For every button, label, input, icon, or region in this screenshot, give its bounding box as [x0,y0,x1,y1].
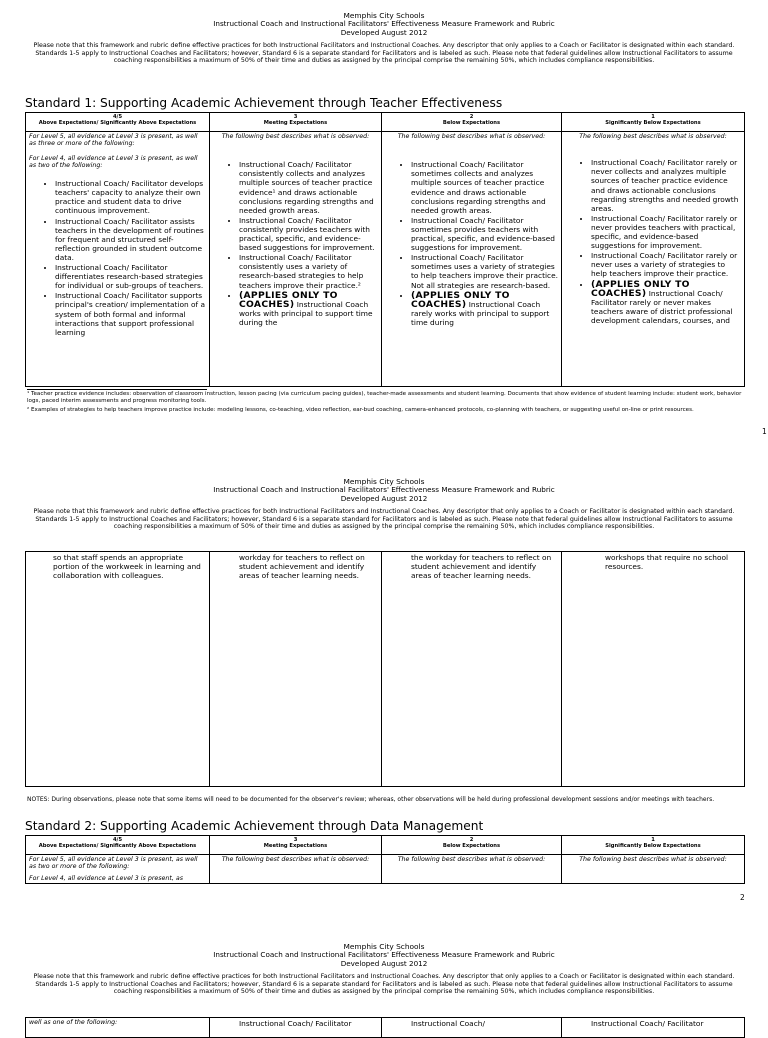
standard-2-rubric-continued [25,1017,745,1038]
footnote-rule [27,389,207,390]
level-1-cell-continued: Instructional Coach/ Facilitator [562,1018,745,1038]
level-4-5-cell-continued: so that staff spends an appropriate portion of the workweek in learning and collaboration with colleagues. [26,552,210,787]
col-header-below: 2 Below Expectations [382,836,562,855]
standard-1-rubric-continued [25,551,745,787]
intro-note: Please note that this framework and rubric define effective practices for both Instructional Facilitators and Instructional Coaches. Any descriptor that only applies to a Coach or Facilitator is designated within each standard. Standards 1-5 apply to Instructional Coaches and Facilitators; however, Standard 6 is a separate standard for Facilitators and is labeled as such. Please note that federal guidelines allow Instructional Facilitators to assume coaching responsibilities a maximum of 50% of their time and duties as assigned by the principal comprise the remaining 50%, which includes compliance responsibilities. [33,507,735,531]
rubric-header-row [26,113,745,132]
col-header-meeting: 3 Meeting Expectations [210,113,382,132]
list-item: • Instructional Coach/ Facilitator sometimes collects and analyzes multiple sources of teacher practice evidence and draws actionable conclusions regarding strengths and needed growth areas. [411,160,558,215]
footnote-1: ¹ Teacher practice evidence includes: observation of classroom instruction, lesson pacing (via curriculum pacing guides), teacher-made assessments and student learning. Documents that show evidence of student learning include: student work, behavior logs, paced interim assessments and progress monitoring tools. [27,391,742,405]
page-3 [0,943,768,996]
level-1-cell: The following best describes what is observed: • Instructional Coach/ Facilitator rarely or never collects and analyzes multiple sources of teacher practice evidence and draws actionable conclusions regarding strengths and needed growth areas. • Instructional Coach/ Facilitator rarely or never provides teachers with practical, specific, and evidence-based suggestions for improvement. • Instructional Coach/ Facilitator rarely or never uses a variety of strategies to help teachers improve their practice. • (APPLIES ONLY TO COACHES) Instructional Coach/ Facilitator rarely or never makes teachers aware of district professional development calendars, courses, and [562,132,745,387]
rubric-body-row [26,855,745,884]
footnote-2: ² Examples of strategies to help teachers improve practice include: modeling lessons, co-teaching, video reflection, ear-bud coaching, camera-enhanced protocols, co-planning with teachers, or suggesting useful on-line or print resources. [27,407,694,413]
list-item: • Instructional Coach/ Facilitator develops teachers' capacity to analyze their own practice and student data to drive continuous improvement. [55,179,206,215]
list-item: • (APPLIES ONLY TO COACHES) Instructional Coach rarely works with principal to support time during [411,291,558,327]
observation-notes: NOTES: During observations, please note that some items will need to be documented for the observer's review; whereas, other observations will be held during professional development sessions and/or meetings with teachers. [27,796,715,803]
rubric-continued-row [26,552,745,787]
col-header-above: 4/5 Above Expectations/ Significantly Above Expectations [26,836,210,855]
col-header-below: 2 Below Expectations [382,113,562,132]
list-item: • Instructional Coach/ Facilitator supports principal's creation/ implementation of a system of both formal and informal interactions that support professional learning [55,291,206,336]
level-3-cell-continued: Instructional Coach/ Facilitator [210,1018,382,1038]
level-2-cell: The following best describes what is observed: • Instructional Coach/ Facilitator sometimes collects and analyzes multiple sources of teacher practice evidence and draws actionable conclusions regarding strengths and needed growth areas. • Instructional Coach/ Facilitator sometimes provides teachers with practical, specific, and evidence-based suggestions for improvement. • Instructional Coach/ Facilitator sometimes uses a variety of strategies to help teachers improve their practice. Not all strategies are research-based. • (APPLIES ONLY TO COACHES) Instructional Coach rarely works with principal to support time during [382,132,562,387]
col-header-meeting: 3 Meeting Expectations [210,836,382,855]
list-item: • Instructional Coach/ Facilitator rarely or never provides teachers with practical, specific, and evidence-based suggestions for improvement. [591,214,741,250]
rubric-header-row [26,836,745,855]
org-name: Memphis City Schools [343,942,425,951]
level-3-cell: The following best describes what is observed: [210,855,382,884]
list-item: • Instructional Coach/ Facilitator consistently uses a variety of research-based strategies to help teachers improve their practice.² [239,253,378,289]
level-4-5-cell-continued: well as one of the following: [26,1018,210,1038]
list-item: • Instructional Coach/ Facilitator sometimes uses a variety of strategies to help teachers improve their practice. Not all strategies are research-based. [411,253,558,289]
level-3-cell-continued: workday for teachers to reflect on student achievement and identify areas of teacher learning needs. [210,552,382,787]
col-header-significantly-below: 1 Significantly Below Expectations [562,113,745,132]
list-item: • Instructional Coach/ Facilitator assists teachers in the development of routines for frequent and structured self-reflection grounded in student outcome data. [55,217,206,262]
org-name: Memphis City Schools [343,477,425,486]
list-item: • Instructional Coach/ Facilitator consistently collects and analyzes multiple sources of teacher practice evidence¹ and draws actionable conclusions regarding strengths and needed growth areas. [239,160,378,215]
col-header-above: 4/5 Above Expectations/ Significantly Above Expectations [26,113,210,132]
standard-1-title: Standard 1: Supporting Academic Achievement through Teacher Effectiveness [25,96,503,110]
developed-date: Developed August 2012 [340,493,428,503]
list-item: • (APPLIES ONLY TO COACHES) Instructional Coach/ Facilitator rarely or never makes teachers aware of district professional development calendars, courses, and [591,280,741,325]
standard-2-title: Standard 2: Supporting Academic Achievement through Data Management [25,819,484,833]
page-number-1: 1 [762,427,767,436]
developed-date: Developed August 2012 [340,958,428,968]
list-item: • Instructional Coach/ Facilitator rarely or never uses a variety of strategies to help teachers improve their practice. [591,251,741,278]
level-4-5-cell: For Level 5, all evidence at Level 3 is present, as well as two or more of the following: For Level 4, all evidence at Level 3 is present, as [26,855,210,884]
intro-note: Please note that this framework and rubric define effective practices for both Instructional Facilitators and Instructional Coaches. Any descriptor that only applies to a Coach or Facilitator is designated within each standard. Standards 1-5 apply to Instructional Coaches and Facilitators; however, Standard 6 is a separate standard for Facilitators and is labeled as such. Please note that federal guidelines allow Instructional Facilitators to assume coaching responsibilities a maximum of 50% of their time and duties as assigned by the principal comprise the remaining 50%, which includes compliance responsibilities. [33,41,735,65]
doc-title: Instructional Coach and Instructional Facilitators' Effectiveness Measure Framework and Rubric [213,485,555,495]
rubric-continued-row [26,1018,745,1038]
level-2-cell-continued: Instructional Coach/ [382,1018,562,1038]
intro-note: Please note that this framework and rubric define effective practices for both Instructional Facilitators and Instructional Coaches. Any descriptor that only applies to a Coach or Facilitator is designated within each standard. Standards 1-5 apply to Instructional Coaches and Facilitators; however, Standard 6 is a separate standard for Facilitators and is labeled as such. Please note that federal guidelines allow Instructional Facilitators to assume coaching responsibilities a maximum of 50% of their time and duties as assigned by the principal comprise the remaining 50%, which includes compliance responsibilities. [33,972,735,996]
rubric-body-row [26,132,745,387]
doc-title: Instructional Coach and Instructional Facilitators' Effectiveness Measure Framework and Rubric [213,19,555,29]
list-item: • Instructional Coach/ Facilitator differentiates research-based strategies for individual or sub-groups of teachers. [55,263,206,290]
list-item: • Instructional Coach/ Facilitator rarely or never collects and analyzes multiple sources of teacher practice evidence and draws actionable conclusions regarding strengths and needed growth areas. [591,158,741,213]
standard-2-rubric [25,835,745,884]
level-3-cell: The following best describes what is observed: • Instructional Coach/ Facilitator consistently collects and analyzes multiple sources of teacher practice evidence¹ and draws actionable conclusions regarding strengths and needed growth areas. • Instructional Coach/ Facilitator consistently provides teachers with practical, specific, and evidence- based suggestions for improvement. • Instructional Coach/ Facilitator consistently uses a variety of research-based strategies to help teachers improve their practice.² • (APPLIES ONLY TO COACHES) Instructional Coach works with principal to support time during the [210,132,382,387]
doc-title: Instructional Coach and Instructional Facilitators' Effectiveness Measure Framework and Rubric [213,950,555,960]
org-name: Memphis City Schools [343,11,425,20]
level-2-cell-continued: the workday for teachers to reflect on student achievement and identify areas of teacher learning needs. [382,552,562,787]
list-item: • (APPLIES ONLY TO COACHES) Instructional Coach works with principal to support time during the [239,291,378,327]
page-2 [0,478,768,531]
level-1-cell: The following best describes what is observed: [562,855,745,884]
col-header-significantly-below: 1 Significantly Below Expectations [562,836,745,855]
list-item: • Instructional Coach/ Facilitator sometimes provides teachers with practical, specific, and evidence-based suggestions for improvement. [411,216,558,252]
page-number-2: 2 [740,893,745,902]
level-4-5-cell: For Level 5, all evidence at Level 3 is present, as well as three or more of the following: For Level 4, all evidence at Level 3 is present, as well as two of the following: • Instructional Coach/ Facilitator develops teachers' capacity to analyze their own practice and student data to drive continuous improvement. • Instructional Coach/ Facilitator assists teachers in the development of routines for frequent and structured self-reflection grounded in student outcome data. • Instructional Coach/ Facilitator differentiates research-based strategies for individual or sub-groups of teachers. • Instructional Coach/ Facilitator supports principal's creation/ implementation of a system of both formal and informal interactions that support professional learning [26,132,210,387]
developed-date: Developed August 2012 [340,27,428,37]
level-1-cell-continued: workshops that require no school resources. [562,552,745,787]
page-1 [0,12,768,65]
level-2-cell: The following best describes what is observed: [382,855,562,884]
standard-1-rubric [25,112,745,387]
list-item: • Instructional Coach/ Facilitator consistently provides teachers with practical, specific, and evidence- based suggestions for improvement. [239,216,378,252]
